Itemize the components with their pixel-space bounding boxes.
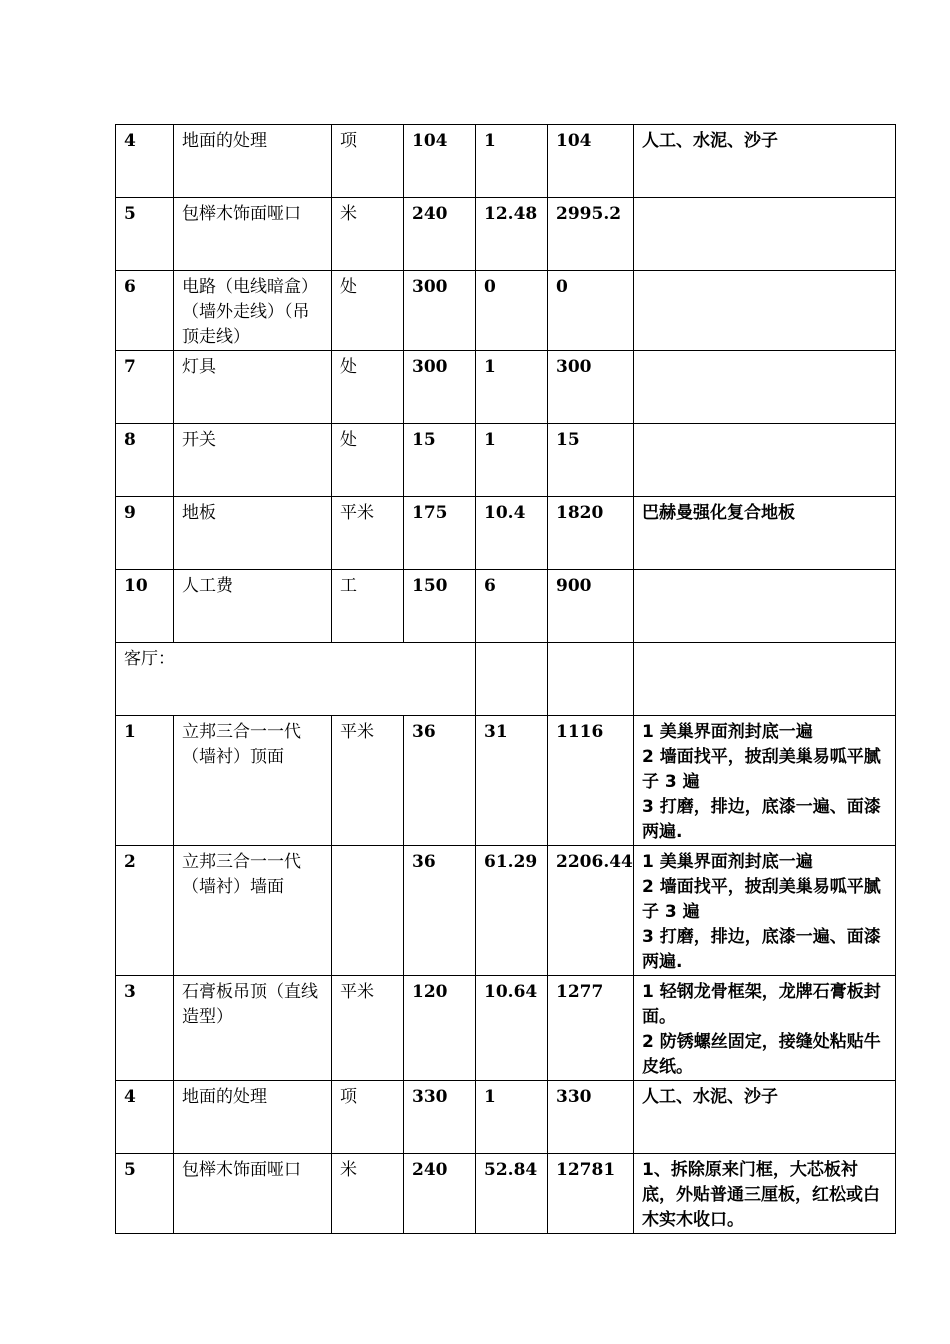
item-name: 包榉木饰面哑口 <box>174 198 332 271</box>
quantity: 10.4 <box>476 497 548 570</box>
item-unit: 处 <box>332 424 404 497</box>
table-row <box>116 716 896 846</box>
quantity: 1 <box>476 424 548 497</box>
quantity: 52.84 <box>476 1154 548 1234</box>
item-number: 7 <box>116 351 174 424</box>
item-unit: 处 <box>332 271 404 351</box>
unit-price: 300 <box>404 271 476 351</box>
table-row <box>116 497 896 570</box>
item-name: 包榉木饰面哑口 <box>174 1154 332 1234</box>
unit-price: 104 <box>404 125 476 198</box>
note-line: 2 防锈螺丝固定，接缝处粘贴牛皮纸。 <box>642 1032 881 1077</box>
item-unit: 处 <box>332 351 404 424</box>
item-number: 4 <box>116 125 174 198</box>
note-line: 人工、水泥、沙子 <box>642 131 778 151</box>
item-unit: 工 <box>332 570 404 643</box>
item-unit <box>332 846 404 976</box>
quantity: 6 <box>476 570 548 643</box>
item-number: 5 <box>116 198 174 271</box>
note-line: 2 墙面找平，披刮美巢易呱平腻子 3 遍 <box>642 747 881 792</box>
total-amount: 12781 <box>548 1154 634 1234</box>
item-name: 立邦三合一一代（墙衬）墙面 <box>174 846 332 976</box>
note-line: 巴赫曼强化复合地板 <box>642 503 795 523</box>
empty-cell <box>476 643 548 716</box>
unit-price: 175 <box>404 497 476 570</box>
item-note <box>634 570 896 643</box>
unit-price: 36 <box>404 716 476 846</box>
empty-cell <box>548 643 634 716</box>
item-unit: 米 <box>332 198 404 271</box>
total-amount: 330 <box>548 1081 634 1154</box>
item-note <box>634 846 896 976</box>
empty-cell <box>634 643 896 716</box>
item-name: 地面的处理 <box>174 125 332 198</box>
item-number: 2 <box>116 846 174 976</box>
item-unit: 项 <box>332 1081 404 1154</box>
item-note <box>634 424 896 497</box>
note-line: 1 轻钢龙骨框架，龙牌石膏板封面。 <box>642 982 881 1027</box>
total-amount: 1277 <box>548 976 634 1081</box>
item-note <box>634 271 896 351</box>
unit-price: 15 <box>404 424 476 497</box>
item-note <box>634 716 896 846</box>
table-row <box>116 1081 896 1154</box>
item-name: 地板 <box>174 497 332 570</box>
unit-price: 150 <box>404 570 476 643</box>
note-line: 3 打磨，排边，底漆一遍、面漆两遍. <box>642 797 881 842</box>
item-note <box>634 497 896 570</box>
table-row <box>116 570 896 643</box>
total-amount: 1116 <box>548 716 634 846</box>
total-amount: 15 <box>548 424 634 497</box>
item-note <box>634 351 896 424</box>
item-unit: 米 <box>332 1154 404 1234</box>
table-row <box>116 846 896 976</box>
quantity: 1 <box>476 351 548 424</box>
quote-table <box>115 124 896 1234</box>
total-amount: 2206.44 <box>548 846 634 976</box>
item-unit: 平米 <box>332 716 404 846</box>
quantity: 10.64 <box>476 976 548 1081</box>
total-amount: 104 <box>548 125 634 198</box>
item-name: 开关 <box>174 424 332 497</box>
note-line: 1 美巢界面剂封底一遍 <box>642 852 813 872</box>
quantity: 31 <box>476 716 548 846</box>
table-row <box>116 976 896 1081</box>
item-name: 地面的处理 <box>174 1081 332 1154</box>
total-amount: 900 <box>548 570 634 643</box>
item-unit: 平米 <box>332 497 404 570</box>
item-name: 灯具 <box>174 351 332 424</box>
item-name: 电路（电线暗盒）（墙外走线）（吊顶走线） <box>174 271 332 351</box>
item-name: 石膏板吊顶（直线造型） <box>174 976 332 1081</box>
item-unit: 项 <box>332 125 404 198</box>
item-unit: 平米 <box>332 976 404 1081</box>
note-line: 1、拆除原来门框，大芯板衬底，外贴普通三厘板，红松或白木实木收口。 <box>642 1160 880 1230</box>
total-amount: 2995.2 <box>548 198 634 271</box>
unit-price: 240 <box>404 1154 476 1234</box>
quantity: 1 <box>476 1081 548 1154</box>
quantity: 0 <box>476 271 548 351</box>
note-line: 3 打磨，排边，底漆一遍、面漆两遍. <box>642 927 881 972</box>
total-amount: 300 <box>548 351 634 424</box>
quantity: 12.48 <box>476 198 548 271</box>
item-number: 1 <box>116 716 174 846</box>
item-number: 3 <box>116 976 174 1081</box>
item-note <box>634 976 896 1081</box>
note-line: 1 美巢界面剂封底一遍 <box>642 722 813 742</box>
item-number: 5 <box>116 1154 174 1234</box>
unit-price: 240 <box>404 198 476 271</box>
item-note <box>634 198 896 271</box>
unit-price: 300 <box>404 351 476 424</box>
item-name: 立邦三合一一代（墙衬）顶面 <box>174 716 332 846</box>
item-note <box>634 1154 896 1234</box>
item-number: 9 <box>116 497 174 570</box>
item-number: 8 <box>116 424 174 497</box>
table-row <box>116 271 896 351</box>
note-line: 2 墙面找平，披刮美巢易呱平腻子 3 遍 <box>642 877 881 922</box>
item-number: 10 <box>116 570 174 643</box>
item-note <box>634 125 896 198</box>
unit-price: 330 <box>404 1081 476 1154</box>
item-number: 6 <box>116 271 174 351</box>
item-name: 人工费 <box>174 570 332 643</box>
item-note <box>634 1081 896 1154</box>
section-row <box>116 643 896 716</box>
table-row <box>116 198 896 271</box>
total-amount: 1820 <box>548 497 634 570</box>
table-row <box>116 1154 896 1234</box>
unit-price: 120 <box>404 976 476 1081</box>
quantity: 1 <box>476 125 548 198</box>
quantity: 61.29 <box>476 846 548 976</box>
section-label: 客厅： <box>116 643 476 716</box>
unit-price: 36 <box>404 846 476 976</box>
table-row <box>116 351 896 424</box>
table-row <box>116 424 896 497</box>
table-row <box>116 125 896 198</box>
total-amount: 0 <box>548 271 634 351</box>
item-number: 4 <box>116 1081 174 1154</box>
note-line: 人工、水泥、沙子 <box>642 1087 778 1107</box>
